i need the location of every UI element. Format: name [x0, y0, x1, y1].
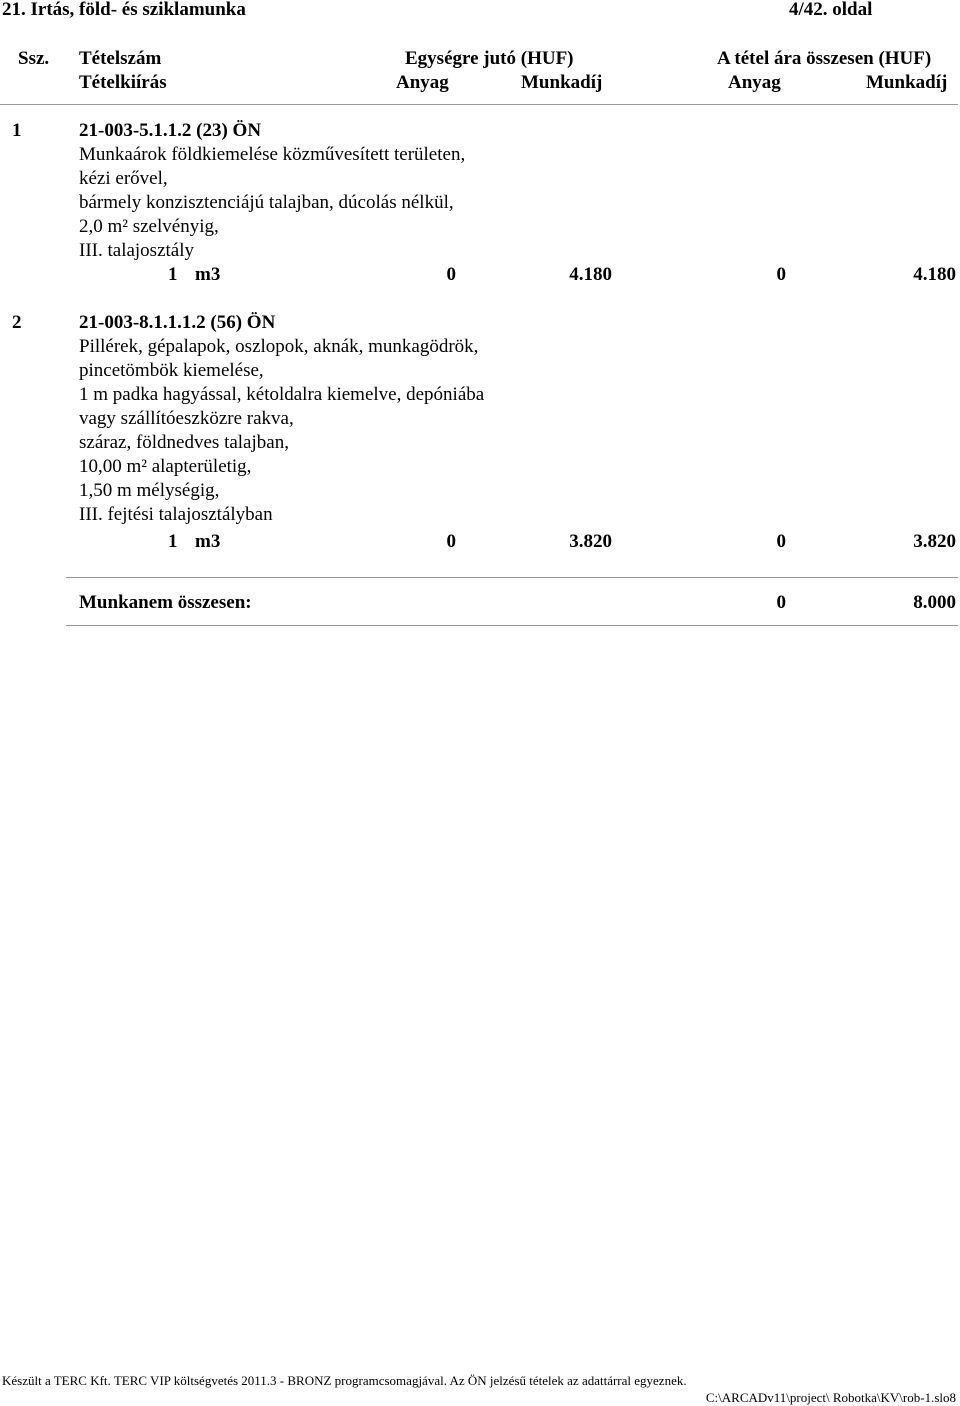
unit-munkadij-value: 4.180: [569, 264, 612, 285]
description-line: bármely konzisztenciájú talajban, dúcolás nélkül,: [79, 192, 454, 213]
col-osszesen: A tétel ára összesen (HUF): [717, 48, 932, 69]
summary-munkadij: 8.000: [913, 592, 956, 613]
total-anyag-value: 0: [776, 531, 786, 552]
col-munkadij-unit: Munkadíj: [521, 72, 603, 93]
footer-credit: Készült a TERC Kft. TERC VIP költségvetés 2011.3 - BRONZ programcsomagjával. Az ÖN jelzésű tételek az adattárral egyeznek.: [2, 1373, 687, 1388]
item-description: [79, 335, 484, 527]
unit-munkadij-value: 3.820: [569, 531, 612, 552]
description-line: III. talajosztály: [79, 240, 195, 261]
items-divider: [66, 577, 958, 578]
unit-anyag-value: 0: [446, 264, 456, 285]
description-line: III. fejtési talajosztályban: [79, 504, 273, 525]
item-description: [79, 143, 465, 263]
description-line: kézi erővel,: [79, 168, 168, 189]
description-line: pincetömbök kiemelése,: [79, 360, 264, 381]
item-unit: m3: [195, 531, 221, 552]
total-munkadij-value: 3.820: [913, 531, 956, 552]
description-line: Pillérek, gépalapok, oszlopok, aknák, munkagödrök,: [79, 336, 479, 357]
summary-anyag: 0: [776, 592, 786, 613]
chapter-title: 21. Irtás, föld- és sziklamunka: [2, 0, 246, 20]
summary-label: Munkanem összesen:: [79, 592, 252, 613]
item-code: 21-003-5.1.1.2 (23) ÖN: [79, 120, 262, 141]
col-ssz: Ssz.: [18, 48, 50, 69]
footer-filepath: C:\ARCADv11\project\ Robotka\KV\rob-1.slo8: [705, 1390, 956, 1405]
col-egysegre: Egységre jutó (HUF): [405, 48, 574, 69]
col-tetelkiiras: Tételkiírás: [79, 72, 167, 93]
item-quantity: 1: [168, 264, 178, 285]
item-code: 21-003-8.1.1.1.2 (56) ÖN: [79, 312, 276, 333]
total-munkadij-value: 4.180: [913, 264, 956, 285]
description-line: 10,00 m² alapterületig,: [79, 456, 252, 477]
description-line: vagy szállítóeszközre rakva,: [79, 408, 294, 429]
col-munkadij-total: Munkadíj: [866, 72, 948, 93]
description-line: 1 m padka hagyással, kétoldalra kiemelve, depóniába: [79, 384, 485, 405]
item-ssz: 2: [12, 312, 22, 333]
total-anyag-value: 0: [776, 264, 786, 285]
page-number: 4/42. oldal: [789, 0, 873, 20]
col-anyag-unit: Anyag: [396, 72, 449, 93]
description-line: 2,0 m² szelvényig,: [79, 216, 219, 237]
col-tetelszam: Tételszám: [79, 48, 162, 69]
col-anyag-total: Anyag: [728, 72, 781, 93]
description-line: 1,50 m mélységig,: [79, 480, 220, 501]
item-unit: m3: [195, 264, 221, 285]
description-line: száraz, földnedves talajban,: [79, 432, 289, 453]
summary-divider: [66, 625, 958, 626]
item-ssz: 1: [12, 120, 22, 141]
header-divider: [0, 104, 958, 105]
unit-anyag-value: 0: [446, 531, 456, 552]
description-line: Munkaárok földkiemelése közművesített területen,: [79, 144, 466, 165]
item-quantity: 1: [168, 531, 178, 552]
